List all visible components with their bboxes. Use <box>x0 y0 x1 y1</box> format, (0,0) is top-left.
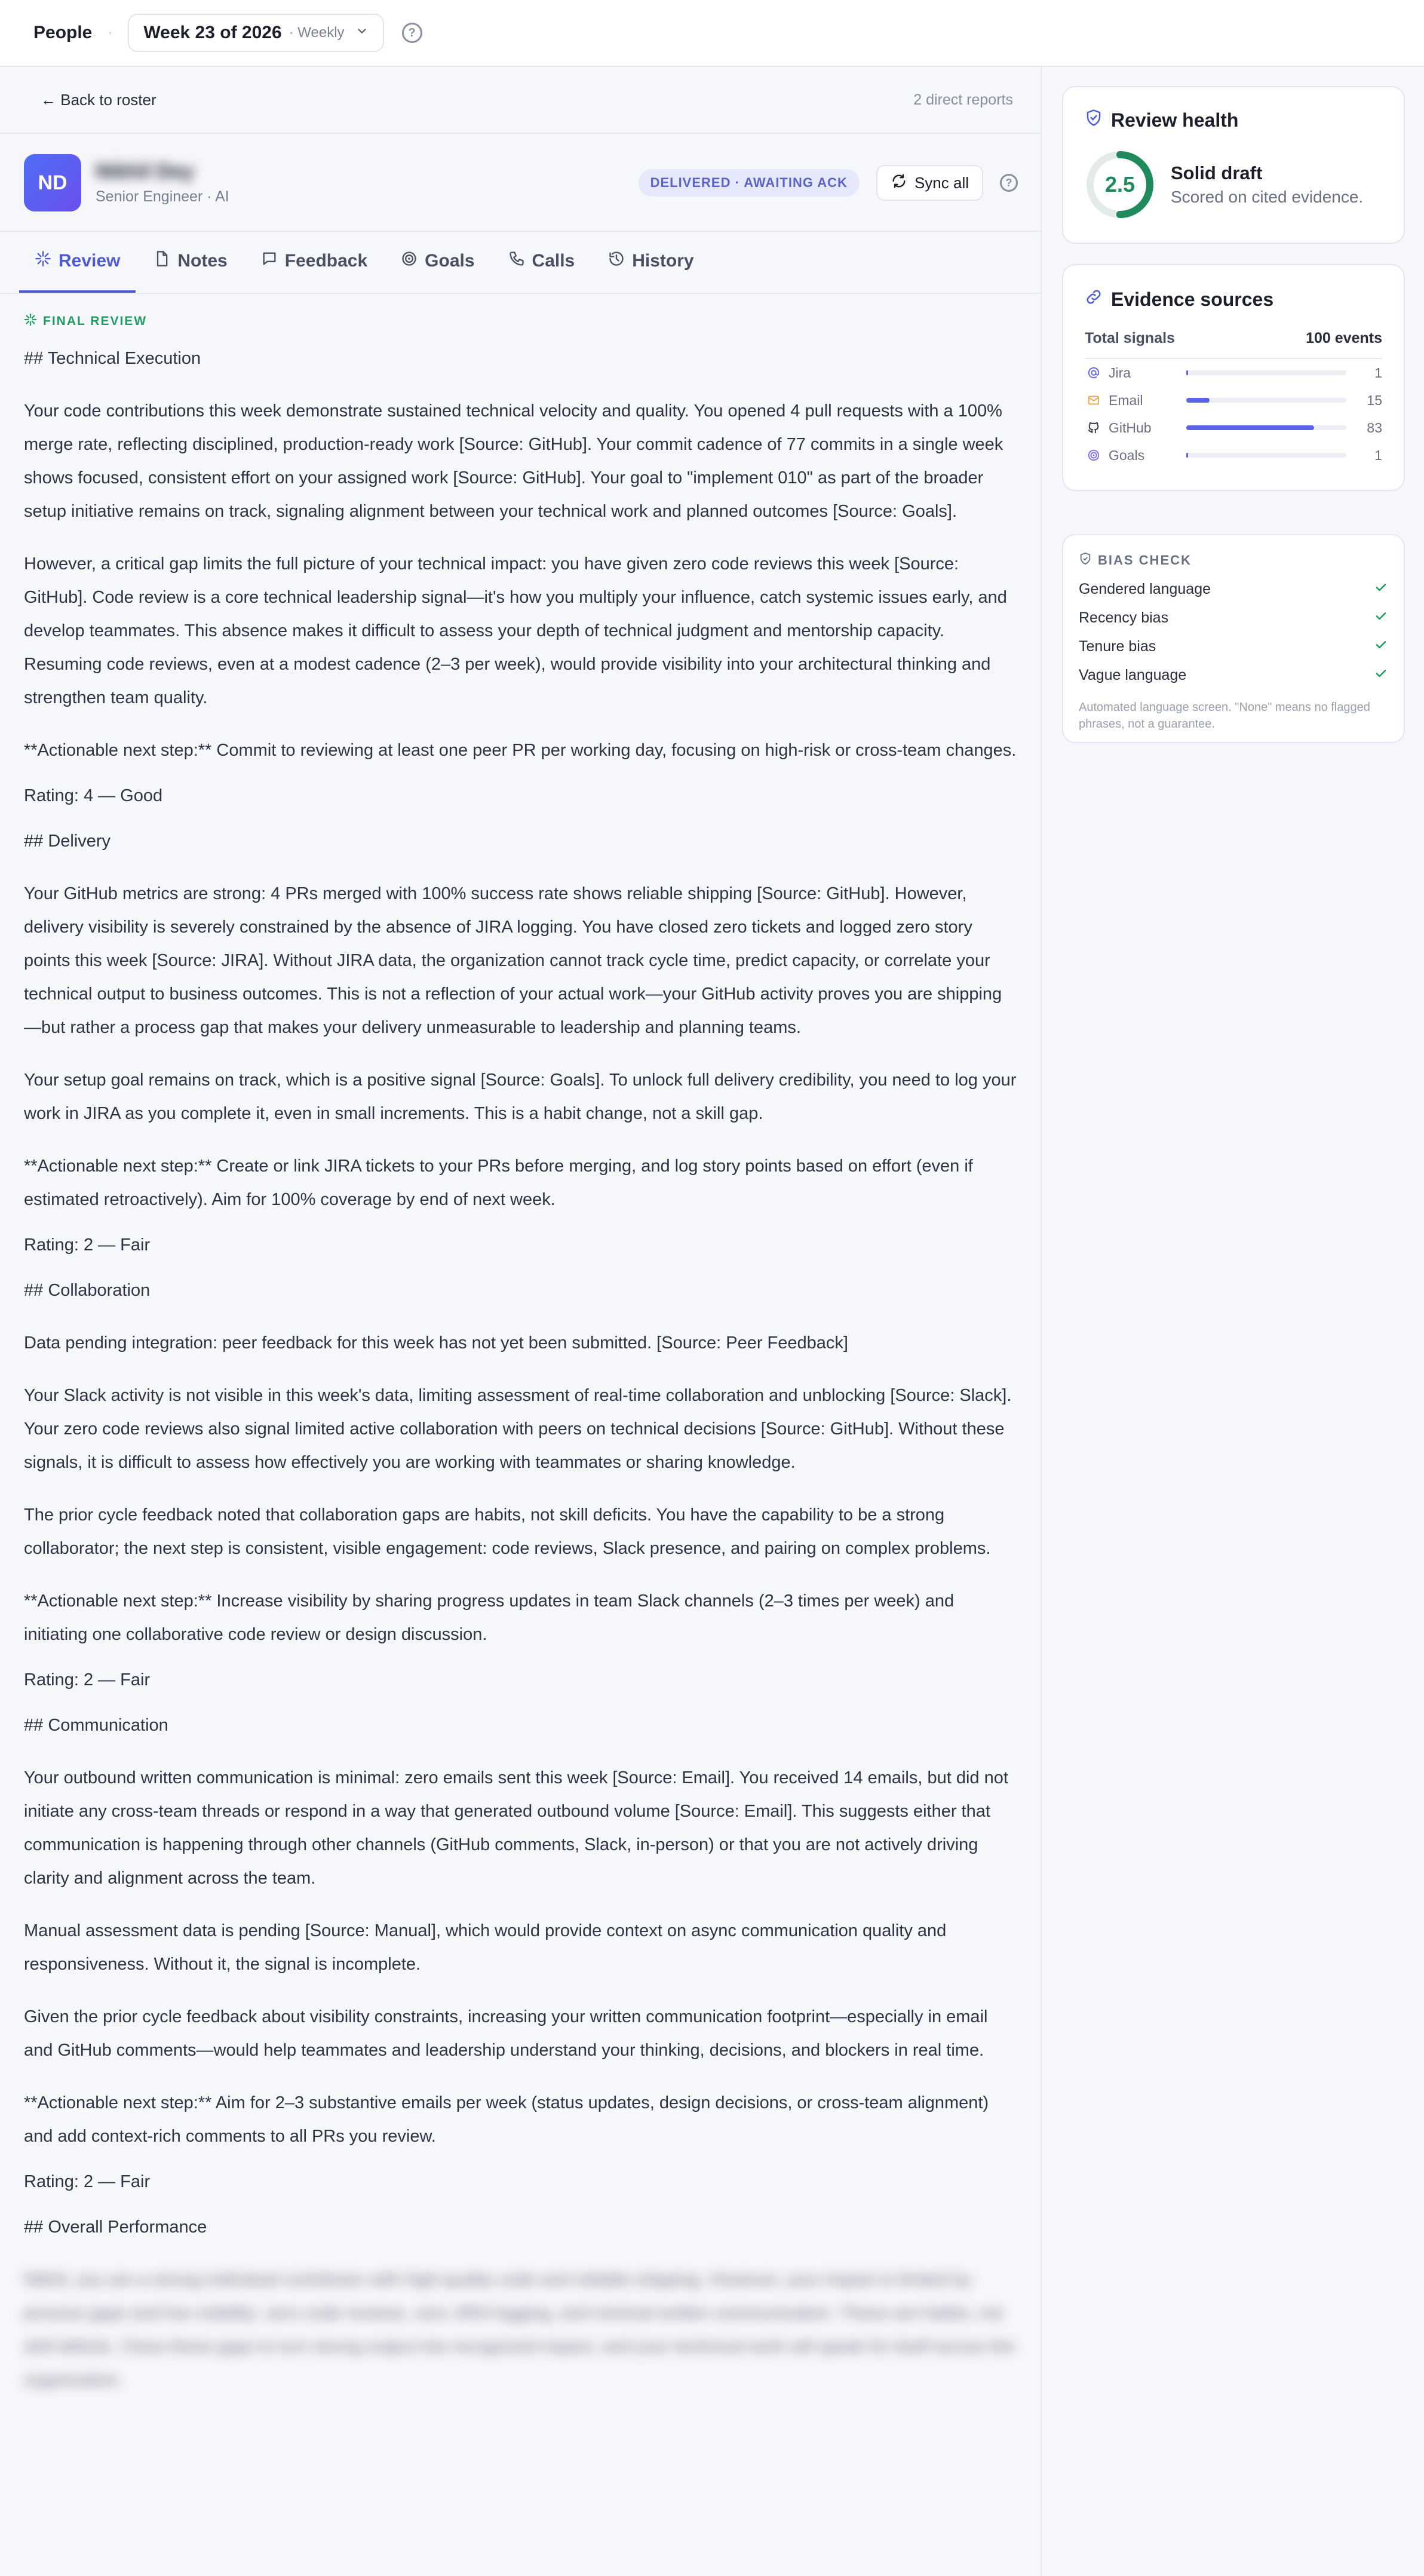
target-icon <box>401 250 418 272</box>
review-paragraph: Data pending integration: peer feedback for this week has not yet been submitted. [Source: Peer Feedback] <box>24 1333 848 1353</box>
source-list <box>1085 359 1382 469</box>
source-count: 1 <box>1374 447 1382 463</box>
tab-history[interactable] <box>593 232 709 293</box>
health-sub: Scored on cited evidence. <box>1171 188 1364 206</box>
tab-feedback[interactable] <box>245 232 383 293</box>
evidence-title <box>1085 288 1382 311</box>
shield-check-icon <box>1079 552 1092 569</box>
health-label: Solid draft <box>1171 162 1263 183</box>
source-count: 83 <box>1367 419 1382 436</box>
sync-all-label: Sync all <box>914 173 969 192</box>
person-info <box>96 160 229 206</box>
review-paragraph: **Actionable next step:** Create or link JIRA tickets to your PRs before merging, and log story points based on effort (even if estimated retroactively). Aim for 100% coverage by end of next week. <box>24 1157 973 1209</box>
review-paragraph: Manual assessment data is pending [Source: Manual], which would provide context on async communication quality and responsiveness. Without it, the signal is incomplete. <box>24 1921 947 1974</box>
section-heading: ## Delivery <box>24 832 111 851</box>
review-paragraph: Rating: 4 — Good <box>24 786 163 805</box>
top-bar <box>0 0 1424 67</box>
help-icon[interactable]: ? <box>402 23 422 43</box>
bias-check-label: Vague language <box>1079 666 1187 683</box>
total-signals-row <box>1085 330 1382 359</box>
main-column <box>0 67 1042 2576</box>
section-heading: ## Technical Execution <box>24 349 201 368</box>
health-text <box>1171 162 1363 207</box>
tab-label: Feedback <box>284 251 368 271</box>
link-icon <box>1085 288 1103 311</box>
review-paragraph: Given the prior cycle feedback about visibility constraints, increasing your written communication footprint—especially in email and GitHub comments—would help teammates and leadership understand your thinking, decisions, and blockers in real time. <box>24 2007 988 2060</box>
sync-icon <box>891 173 907 194</box>
review-paragraph: However, a critical gap limits the full picture of your technical impact: you have given zero code reviews this week [Source: GitHub]. Code review is a core technical leadership signal—it's how you multiply your influence, catch systemic issues early, and develop teammates. This absence makes it difficult to assess your depth of technical judgment and mentorship capacity. Resuming code reviews, even at a modest cadence (2–3 per week), would provide visibility into your architectural thinking and strengthen team quality. <box>24 554 1007 707</box>
right-sidebar <box>1043 67 1424 2576</box>
phone-icon <box>508 250 525 272</box>
bias-check-item <box>1079 603 1388 632</box>
review-paragraph: **Actionable next step:** Commit to reviewing at least one peer PR per working day, focusing on high-risk or cross-team changes. <box>24 741 1017 760</box>
back-to-roster-link[interactable]: ← Back to roster <box>41 90 156 109</box>
document-icon <box>154 250 170 272</box>
tab-label: Calls <box>532 251 575 271</box>
week-label: Week 23 of 2026 <box>143 23 282 42</box>
source-name: GitHub <box>1109 419 1152 436</box>
bias-check-label: Tenure bias <box>1079 637 1156 655</box>
total-signals-value: 100 events <box>1306 330 1382 346</box>
blurred-paragraph: Nikhil, you are a strong individual contributor with high-quality code and reliable shipping. However, your impact is limited by process gaps and low visibility: zero code reviews, zero JIRA logging, and minimal written communication. These are habits, not skill deficits. Close these gaps to turn strong output into recognized impact, and your technical work will speak for itself across the organization. <box>24 2270 1015 2390</box>
checkmark-icon <box>1374 637 1388 656</box>
person-name: Nikhil Dey <box>96 160 194 183</box>
tab-label: History <box>632 251 694 271</box>
health-score: 2.5 <box>1104 172 1135 197</box>
source-bar <box>1186 370 1346 375</box>
week-selector[interactable] <box>128 14 383 52</box>
bias-check-title <box>1079 552 1388 569</box>
sparkle-icon <box>35 250 51 272</box>
chat-icon <box>261 250 278 272</box>
at-icon <box>1085 366 1103 379</box>
review-paragraph: Your outbound written communication is minimal: zero emails sent this week [Source: Email]. You received 14 emails, but did not initiate any cross-team threads or respond in a way that generated outbound volume [Source: Email]. This suggests either that communication is happening through other channels (GitHub comments, Slack, in-person) or that you are not actively driving clarity and alignment across the team. <box>24 1768 1008 1888</box>
source-bar <box>1186 453 1346 458</box>
tab-notes[interactable] <box>138 232 243 293</box>
health-score-row <box>1085 149 1382 220</box>
review-paragraph: Your GitHub metrics are strong: 4 PRs merged with 100% success rate shows reliable shipping [Source: GitHub]. However, delivery visibility is severely constrained by the absence of JIRA logging. You have closed zero tickets and logged zero story points this week [Source: JIRA]. Without JIRA data, the organization cannot track cycle time, predict capacity, or correlate your technical output to business outcomes. This is not a reflection of your actual work—your GitHub activity proves you are shipping—but rather a process gap that makes your delivery unmeasurable to leadership and planning teams. <box>24 884 1002 1037</box>
mail-icon <box>1085 394 1103 407</box>
status-badge: DELIVERED · AWAITING ACK <box>639 169 860 197</box>
github-icon <box>1085 421 1103 434</box>
bias-check-label: Recency bias <box>1079 609 1169 626</box>
tab-review[interactable] <box>19 232 136 293</box>
review-content <box>24 313 1018 2397</box>
evidence-sources-card <box>1062 264 1405 491</box>
section-heading: ## Overall Performance <box>24 2218 207 2237</box>
review-paragraph: Your setup goal remains on track, which is a positive signal [Source: Goals]. To unlock full delivery credibility, you need to log your work in JIRA as you complete it, even in small increments. This is a habit change, not a skill gap. <box>24 1071 1017 1123</box>
review-paragraph: **Actionable next step:** Increase visibility by sharing progress updates in team Slack channels (2–3 times per week) and initiating one collaborative code review or design discussion. <box>24 1591 955 1644</box>
target-icon <box>1085 449 1103 462</box>
final-review-label: FINAL REVIEW <box>43 314 148 328</box>
profile-actions <box>639 165 1018 201</box>
section-heading: ## Collaboration <box>24 1281 151 1300</box>
avatar: ND <box>24 154 81 211</box>
final-review-tag <box>24 313 1018 330</box>
bias-check-item <box>1079 632 1388 661</box>
bias-check-item <box>1079 575 1388 603</box>
source-count: 15 <box>1367 392 1382 408</box>
source-name: Goals <box>1109 447 1145 463</box>
source-name: Email <box>1109 392 1143 408</box>
bias-title-text: BIAS CHECK <box>1098 553 1192 568</box>
profile-header <box>0 135 1042 232</box>
card-title-text: Evidence sources <box>1111 288 1274 310</box>
source-name: Jira <box>1109 364 1131 381</box>
source-bar-fill <box>1186 425 1314 430</box>
review-paragraph: Your code contributions this week demonstrate sustained technical velocity and quality. You opened 4 pull requests with a 100% merge rate, reflecting disciplined, production-ready work [Source: GitHub]. Your commit cadence of 77 commits in a single week shows focused, consistent effort on your assigned work [Source: GitHub]. Your goal to "implement 010" as part of the broader setup initiative remains on track, signaling alignment between your technical work and planned outcomes [Source: Goals]. <box>24 401 1003 521</box>
tab-calls[interactable] <box>493 232 591 293</box>
source-row-email <box>1085 387 1382 414</box>
tab-bar <box>0 233 1042 294</box>
tab-label: Notes <box>177 251 228 271</box>
total-signals-label: Total signals <box>1085 330 1175 346</box>
direct-reports-count: 2 direct reports <box>913 91 1013 108</box>
checkmark-icon <box>1374 666 1388 685</box>
score-ring <box>1085 149 1155 220</box>
week-mode: · Weekly <box>289 24 345 41</box>
source-row-jira <box>1085 359 1382 387</box>
review-health-card <box>1062 86 1405 244</box>
review-paragraph: Rating: 2 — Fair <box>24 1235 151 1255</box>
source-bar <box>1186 398 1346 403</box>
tab-label: Goals <box>425 251 475 271</box>
sparkle-icon <box>24 313 37 330</box>
bias-check-card <box>1062 534 1405 743</box>
review-health-title <box>1085 109 1382 131</box>
bias-note: Automated language screen. "None" means no flagged phrases, not a guarantee. <box>1079 701 1370 731</box>
history-icon <box>608 250 625 272</box>
review-body <box>24 342 1018 2397</box>
review-paragraph: Your Slack activity is not visible in this week's data, limiting assessment of real-time collaboration and unblocking [Source: Slack]. Your zero code reviews also signal limited active collaboration with peers on technical decisions [Source: GitHub]. Without these signals, it is difficult to assess how effectively you are working with teammates or sharing knowledge. <box>24 1386 1012 1472</box>
source-bar-fill <box>1186 398 1210 403</box>
app-title: People <box>33 23 93 42</box>
tab-goals[interactable] <box>385 232 490 293</box>
section-heading: ## Communication <box>24 1716 168 1735</box>
shield-check-icon <box>1085 109 1103 131</box>
title-separator: · <box>108 24 113 41</box>
sync-all-button[interactable] <box>876 165 983 201</box>
source-row-github <box>1085 414 1382 441</box>
bias-check-label: Gendered language <box>1079 580 1211 597</box>
source-bar-fill <box>1186 453 1188 458</box>
review-paragraph: **Actionable next step:** Aim for 2–3 substantive emails per week (status updates, design decisions, or cross-team alignment) and add context-rich comments to all PRs you review. <box>24 2093 989 2146</box>
bias-check-item <box>1079 661 1388 689</box>
source-row-goals <box>1085 441 1382 469</box>
tab-label: Review <box>59 251 121 271</box>
source-count: 1 <box>1374 364 1382 381</box>
source-bar <box>1186 425 1346 430</box>
checkmark-icon <box>1374 609 1388 627</box>
review-paragraph: Rating: 2 — Fair <box>24 1670 151 1689</box>
bias-list <box>1079 575 1388 689</box>
review-paragraph: The prior cycle feedback noted that collaboration gaps are habits, not skill deficits. You have the capability to be a strong collaborator; the next step is consistent, visible engagement: code reviews, Slack presence, and pairing on complex problems. <box>24 1505 991 1558</box>
review-paragraph: Rating: 2 — Fair <box>24 2172 151 2191</box>
source-bar-fill <box>1186 370 1188 375</box>
roster-row <box>0 67 1042 134</box>
checkmark-icon <box>1374 580 1388 599</box>
help-icon[interactable]: ? <box>1000 174 1018 192</box>
card-title-text: Review health <box>1111 109 1239 131</box>
person-role: Senior Engineer · AI <box>96 188 229 205</box>
chevron-down-icon <box>355 24 369 41</box>
